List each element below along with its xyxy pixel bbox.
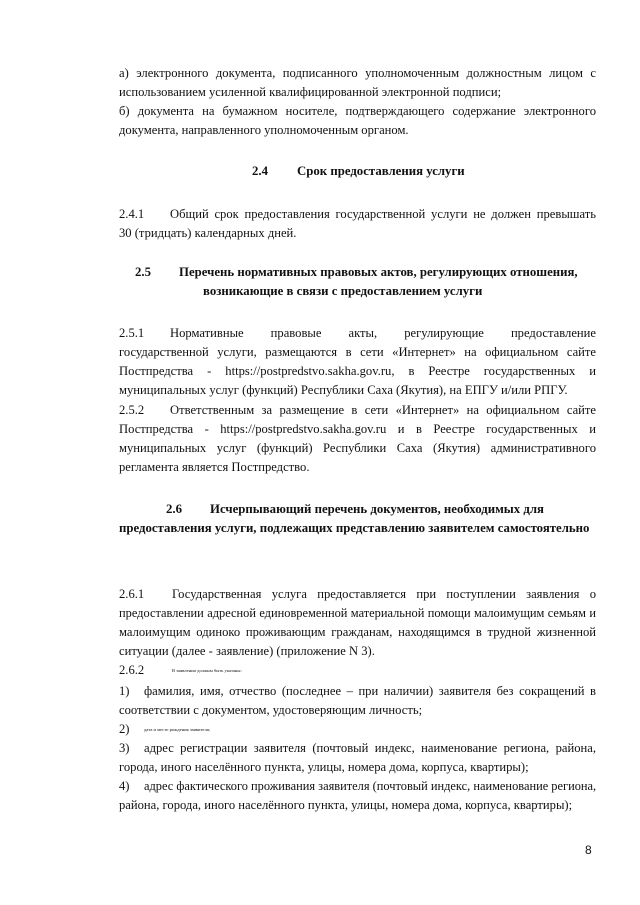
list-item-line: адрес регистрации заявителя (почтовый индекс, наименование региона, района, bbox=[144, 741, 596, 755]
section-title: Исчерпывающий перечень документов, необходимых для bbox=[210, 502, 544, 516]
list-item-number: 2) bbox=[119, 722, 130, 736]
paragraph-line: малоимущим одиноко проживающим гражданам, находящимся в трудной жизненной bbox=[119, 625, 596, 639]
list-item-number: 4) bbox=[119, 779, 130, 793]
paragraph-number: 2.5.2 bbox=[119, 403, 145, 417]
paragraph-line: Ответственным за размещение в сети «Интернет» на официальном сайте bbox=[170, 403, 596, 417]
section-title: Срок предоставления услуги bbox=[297, 164, 465, 178]
list-item-line: фамилия, имя, отчество (последнее – при наличии) заявителя без сокращений в bbox=[144, 684, 596, 698]
paragraph-line: государственной услуги, размещаются в сети «Интернет» на официальном сайте bbox=[119, 345, 596, 359]
section-number: 2.6 bbox=[166, 502, 182, 516]
section-title: предоставления услуги, подлежащих представлению заявителем самостоятельно bbox=[119, 521, 590, 535]
list-item-line: города, иного населённого пункта, улицы, номера дома, корпуса, квартиры); bbox=[119, 760, 529, 774]
page-number: 8 bbox=[585, 843, 592, 857]
paragraph-line bbox=[119, 66, 596, 81]
list-item-line: адрес фактического проживания заявителя (почтовый индекс, наименование региона, bbox=[144, 779, 597, 793]
list-item-line: района, города, иного населённого пункта, улицы, номера дома, корпуса, квартиры); bbox=[119, 798, 573, 812]
section-number: 2.5 bbox=[135, 265, 151, 279]
paragraph-line: использованием усиленной квалифицированной электронной подписи; bbox=[119, 85, 502, 99]
list-item-number: 1) bbox=[119, 684, 130, 698]
list-item-line: соответствии с документом, удостоверяющим личность; bbox=[119, 703, 423, 717]
paragraph-number: 2.4.1 bbox=[119, 207, 145, 221]
paragraph-line: 30 (тридцать) календарных дней. bbox=[119, 226, 297, 240]
list-item-number: 3) bbox=[119, 741, 130, 755]
paragraph-line: Государственная услуга предоставляется при поступлении заявления о bbox=[172, 587, 596, 601]
paragraph-line: Общий срок предоставления государственной услуги не должен превышать bbox=[170, 207, 596, 221]
paragraph-line: ситуации (далее - заявление) (приложение N 3). bbox=[119, 644, 375, 658]
text: а) электронного документа, подписанного уполномоченным должностным лицом с bbox=[119, 66, 596, 80]
list-item-line: дата и место рождения заявителя; bbox=[144, 727, 211, 732]
paragraph-line: б) документа на бумажном носителе, подтверждающего содержание электронного bbox=[119, 104, 596, 118]
paragraph-number: 2.6.1 bbox=[119, 587, 145, 601]
paragraph-line: регламента является Постпредство. bbox=[119, 460, 310, 474]
paragraph-line: муниципальных услуг (функций) Республики Саха (Якутия), на ЕПГУ и/или РПГУ. bbox=[119, 383, 568, 397]
section-title: Перечень нормативных правовых актов, регулирующих отношения, bbox=[179, 265, 578, 279]
paragraph-line: документа, направленного уполномоченным органом. bbox=[119, 123, 409, 137]
paragraph-line: муниципальных услуг (функций) Республики Саха (Якутия) административного bbox=[119, 441, 596, 455]
paragraph-number: 2.6.2 bbox=[119, 663, 145, 677]
section-number: 2.4 bbox=[252, 164, 268, 178]
paragraph-number: 2.5.1 bbox=[119, 326, 145, 340]
paragraph-line: Постпредства - https://postpredstvo.sakha.gov.ru и в Реестре государственных и bbox=[119, 422, 596, 436]
section-title: возникающие в связи с предоставлением услуги bbox=[203, 284, 483, 298]
paragraph-line: предоставлении адресной единовременной материальной помощи малоимущим семьям и bbox=[119, 606, 596, 620]
paragraph-line: Постпредства - https://postpredstvo.sakha.gov.ru, в Реестре государственных и bbox=[119, 364, 596, 378]
paragraph-line: В заявлении должны быть указаны: bbox=[172, 668, 242, 673]
paragraph-line: Нормативные правовые акты, регулирующие предоставление bbox=[170, 326, 596, 340]
